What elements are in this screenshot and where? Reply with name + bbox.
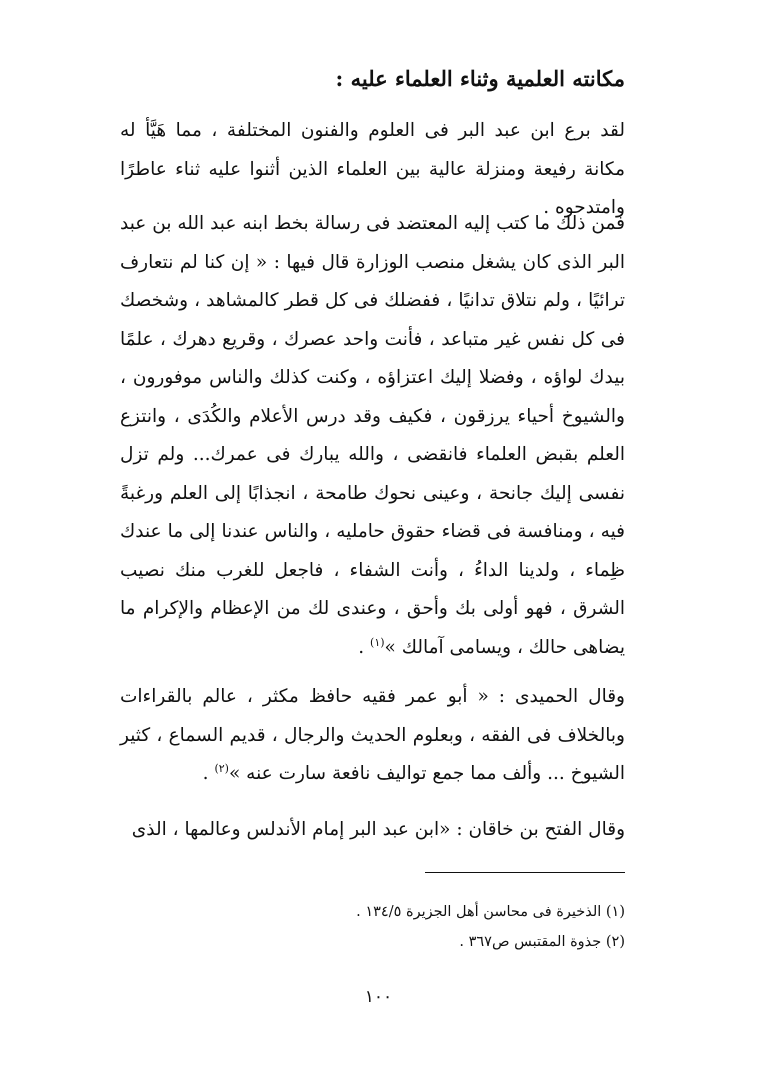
humaydi-quote-end: . bbox=[202, 763, 215, 784]
paragraph-mutadid-letter bbox=[120, 205, 625, 667]
footnote-ref-1: (١) bbox=[370, 635, 385, 649]
mutadid-letter-text: فمن ذلك ما كتب إليه المعتضد فى رسالة بخط ابنه عبد الله بن عبد البر الذى كان يشغل منصب الوزارة قال فيها : « إن كنا لم نتعارف ترائيًا ، ولم نتلاق تدانيًا ، ففضلك فى كل قطر كالمشاهد ، وشخصك فى كل نفس غير متباعد ، فأنت واحد عصرك ، وقريع دهرك ، علمًا بيدك لواؤه ، وفضلا إليك اعتزاؤه ، وكنت كذلك والناس موفورون ، والشيوخ أحياء يرزقون ، فكيف وقد درس الأعلام والكُدَى ، وانتزع العلم بقبض العلماء فانقضى ، والله يبارك فى عمرك... ولم تزل نفسى إليك جانحة ، وعينى نحوك طامحة ، انجذابًا إلى العلم ورغبةً فيه ، ومنافسة فى قضاء حقوق حامليه ، والناس عندنا إلى ما عندك ظِماء ، ولدينا الداءُ ، وأنت الشفاء ، فاجعل للغرب منك نصيب الشرق ، فهو أولى بك وأحق ، وعندى لك من الإعظام والإكرام ما يضاهى حالك ، ويسامى آمالك » bbox=[120, 213, 625, 658]
paragraph-humaydi-quote bbox=[120, 678, 625, 794]
footnote-divider bbox=[425, 872, 625, 873]
humaydi-quote-text: وقال الحميدى : « أبو عمر فقيه حافظ مكثر ، عالم بالقراءات وبالخلاف فى الفقه ، وبعلوم الحديث والرجال ، قديم السماع ، كثير الشيوخ ... وألف مما جمع تواليف نافعة سارت عنه » bbox=[120, 686, 625, 784]
paragraph-fath-ibn-khaqan: وقال الفتح بن خاقان : «ابن عبد البر إمام الأندلس وعالمها ، الذى bbox=[131, 819, 625, 840]
footnote-1: (١) الذخيرة فى محاسن أهل الجزيرة ١٣٤/٥ . bbox=[356, 904, 625, 920]
paragraph-intro: لقد برع ابن عبد البر فى العلوم والفنون المختلفة ، مما هَيَّأ له مكانة رفيعة ومنزلة عالية بين العلماء الذين أثنوا عليه ثناء عاطرًا وامتدحوه . bbox=[120, 120, 625, 218]
footnotes bbox=[120, 897, 625, 957]
mutadid-letter-end: . bbox=[358, 636, 371, 658]
footnote-ref-2: (٢) bbox=[214, 761, 229, 775]
page-number: ١٠٠ bbox=[364, 987, 393, 1007]
footnote-2: (٢) جذوة المقتبس ص٣٦٧ . bbox=[459, 934, 625, 950]
section-heading: مكانته العلمية وثناء العلماء عليه : bbox=[335, 66, 625, 91]
